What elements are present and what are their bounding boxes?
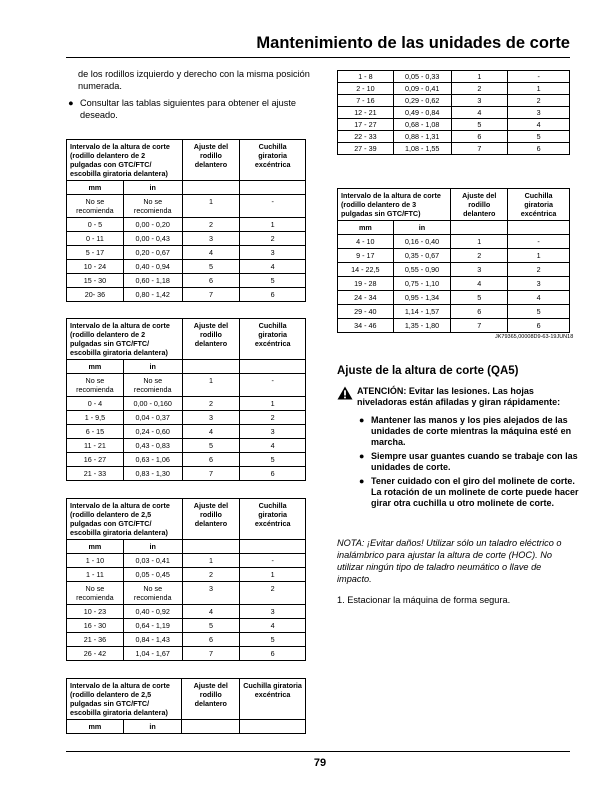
- table-cell: 5: [240, 274, 306, 288]
- table-cell: No se recomienda: [123, 582, 182, 605]
- table-cell: 0,84 - 1,43: [123, 633, 182, 647]
- intro-paragraph: de los rodillos izquierdo y derecho con la misma posición numerada.: [78, 69, 310, 91]
- unit-mm: mm: [67, 720, 124, 734]
- table-cell: 0,05 - 0,33: [393, 71, 451, 83]
- table-cell: 5: [508, 305, 570, 319]
- table-cell: 0,60 - 1,18: [123, 274, 182, 288]
- table-cell: 4: [508, 119, 570, 131]
- table-header-adjust: Ajuste del rodillo delantero: [182, 140, 240, 181]
- table-cell: 0,24 - 0,60: [123, 425, 182, 439]
- table-cell: 2: [508, 95, 570, 107]
- table-cell: 1: [240, 218, 306, 232]
- table-cell: 2: [451, 83, 508, 95]
- table-cell: 2: [182, 397, 240, 411]
- table-cell: 0,29 - 0,62: [393, 95, 451, 107]
- table-cell: 1: [240, 568, 306, 582]
- table-cell: 0,80 - 1,42: [123, 288, 182, 302]
- table-cell: 7: [451, 143, 508, 155]
- table-cell: 0,40 - 0,92: [123, 605, 182, 619]
- table-cell: 5: [240, 453, 306, 467]
- table-cell: 3: [240, 605, 306, 619]
- page-title: Mantenimiento de las unidades de corte: [256, 34, 570, 52]
- table-cell: 4: [508, 291, 570, 305]
- reference-code: JK79365,00008D9-63-19JUN18: [495, 334, 574, 340]
- table-cell: 3: [508, 107, 570, 119]
- table-cell: 3: [240, 246, 306, 260]
- table-cell: 6: [451, 305, 508, 319]
- table-cell: No se recomienda: [67, 374, 124, 397]
- table-cell: 24 - 34: [338, 291, 394, 305]
- hoc-table-2-5in-without-gtc-continued: [337, 70, 570, 155]
- table-cell: 1: [182, 554, 240, 568]
- table-cell: 12 - 21: [338, 107, 394, 119]
- table-cell: 0,43 - 0,83: [123, 439, 182, 453]
- footer-rule: [66, 751, 570, 752]
- table-cell: 1: [240, 397, 306, 411]
- table-cell: 7: [182, 467, 240, 481]
- table-cell: 0,16 - 0,40: [393, 235, 451, 249]
- intro-bullet-text: Consultar las tablas siguientes para obtener el ajuste deseado.: [80, 98, 297, 120]
- table-cell: 6: [451, 131, 508, 143]
- table-cell: 2 - 10: [338, 83, 394, 95]
- table-cell: 2: [182, 218, 240, 232]
- table-cell: 2: [240, 582, 306, 605]
- table-cell: -: [240, 195, 306, 218]
- table-cell: 1: [508, 83, 570, 95]
- table-cell: 1 - 9,5: [67, 411, 124, 425]
- table-cell: 1: [182, 195, 240, 218]
- table-cell: 9 - 17: [338, 249, 394, 263]
- table-cell: 0,49 - 0,84: [393, 107, 451, 119]
- table-cell: 16 - 30: [67, 619, 124, 633]
- table-cell: 5: [240, 633, 306, 647]
- table-cell: 6 - 15: [67, 425, 124, 439]
- table-cell: 0,00 - 0,160: [123, 397, 182, 411]
- table-cell: 14 - 22,5: [338, 263, 394, 277]
- unit-mm: mm: [67, 181, 124, 195]
- table-header-blade: Cuchilla giratoria excéntrica: [240, 499, 306, 540]
- unit-in: in: [123, 181, 182, 195]
- table-cell: 5: [451, 291, 508, 305]
- table-cell: 1,08 - 1,55: [393, 143, 451, 155]
- table-cell: -: [240, 374, 306, 397]
- unit-mm: mm: [67, 360, 124, 374]
- table-cell: 3: [451, 263, 508, 277]
- unit-in: in: [123, 540, 182, 554]
- table-header-adjust: Ajuste del rodillo delantero: [182, 499, 240, 540]
- table-header-blade: Cuchilla giratoria excéntrica: [240, 140, 306, 181]
- table-cell: 7 - 16: [338, 95, 394, 107]
- table-cell: 4: [451, 107, 508, 119]
- table-cell: 27 - 39: [338, 143, 394, 155]
- page-number: 79: [313, 757, 327, 769]
- table-cell: No se recomienda: [123, 195, 182, 218]
- unit-mm: mm: [67, 540, 124, 554]
- note-text: NOTA: ¡Evitar daños! Utilizar sólo un taladro eléctrico o inalámbrico para ajustar la altura de corte (HOC). No utilizar ningún tipo de taladro neumático o llave de impacto.: [337, 538, 562, 584]
- table-cell: 0,83 - 1,30: [123, 467, 182, 481]
- table-header-range: Intervalo de la altura de corte (rodillo delantero de 2 pulgadas sin GTC/FTC/ escobilla giratoria delantera): [67, 319, 183, 360]
- table-cell: 6: [240, 467, 306, 481]
- table-cell: 0 - 11: [67, 232, 124, 246]
- hoc-table-2in-with-gtc: [66, 139, 306, 302]
- table-cell: 20- 36: [67, 288, 124, 302]
- table-cell: 0,40 - 0,94: [123, 260, 182, 274]
- table-cell: No se recomienda: [123, 374, 182, 397]
- section-heading: Ajuste de la altura de corte (QA5): [337, 365, 519, 377]
- table-cell: 4: [182, 425, 240, 439]
- table-cell: 5: [182, 439, 240, 453]
- intro-bullet: [66, 97, 326, 121]
- table-header-adjust: Ajuste del rodillo delantero: [182, 679, 240, 720]
- table-cell: 4 - 10: [338, 235, 394, 249]
- table-cell: 2: [240, 232, 306, 246]
- table-cell: 1: [182, 374, 240, 397]
- table-cell: -: [508, 235, 570, 249]
- table-cell: 0,04 - 0,37: [123, 411, 182, 425]
- table-cell: 3: [182, 582, 240, 605]
- table-cell: 2: [451, 249, 508, 263]
- table-cell: 2: [182, 568, 240, 582]
- table-cell: 22 - 33: [338, 131, 394, 143]
- table-cell: 0,09 - 0,41: [393, 83, 451, 95]
- table-header-range: Intervalo de la altura de corte (rodillo delantero de 3 pulgadas sin GTC/FTC): [338, 189, 451, 221]
- table-header-blade: Cuchilla giratoria excéntrica: [240, 679, 306, 720]
- table-cell: 0,88 - 1,31: [393, 131, 451, 143]
- table-cell: 1: [451, 235, 508, 249]
- warning-title: ATENCIÓN: Evitar las lesiones. Las hojas niveladoras están afiladas y giran rápidamente:: [357, 386, 561, 408]
- table-cell: 7: [451, 319, 508, 333]
- table-cell: 1: [451, 71, 508, 83]
- table-header-range: Intervalo de la altura de corte (rodillo delantero de 2,5 pulgadas con GTC/FTC/ escobilla giratoria delantera): [67, 499, 183, 540]
- unit-in: in: [123, 360, 182, 374]
- table-header-adjust: Ajuste del rodillo delantero: [451, 189, 508, 221]
- table-cell: 5: [182, 260, 240, 274]
- table-cell: 10 - 24: [67, 260, 124, 274]
- table-cell: 5: [451, 119, 508, 131]
- warning-bullet-text: Mantener las manos y los pies alejados de las unidades de corte mientras la máquina esté en marcha.: [371, 415, 572, 448]
- table-cell: 1,35 - 1,80: [393, 319, 451, 333]
- table-cell: 15 - 30: [67, 274, 124, 288]
- table-cell: 6: [182, 453, 240, 467]
- table-cell: 4: [182, 246, 240, 260]
- header-rule: [66, 57, 570, 58]
- warning-triangle-icon: [337, 386, 353, 400]
- table-cell: 0,63 - 1,06: [123, 453, 182, 467]
- warning-bullet: [357, 451, 585, 473]
- table-cell: 21 - 33: [67, 467, 124, 481]
- table-cell: 7: [182, 288, 240, 302]
- table-cell: 11 - 21: [67, 439, 124, 453]
- table-cell: 1 - 11: [67, 568, 124, 582]
- bullet-dot: ●: [359, 451, 365, 461]
- table-cell: 6: [182, 274, 240, 288]
- table-cell: 3: [451, 95, 508, 107]
- table-header-range: Intervalo de la altura de corte (rodillo delantero de 2 pulgadas con GTC/FTC/ escobilla giratoria delantera): [67, 140, 183, 181]
- table-cell: 16 - 27: [67, 453, 124, 467]
- warning-bullet-text: Siempre usar guantes cuando se trabaje con las unidades de corte.: [371, 451, 578, 473]
- table-cell: 5 - 17: [67, 246, 124, 260]
- bullet-dot: ●: [359, 415, 365, 425]
- table-cell: 0,03 - 0,41: [123, 554, 182, 568]
- hoc-table-2in-without-gtc: [66, 318, 306, 481]
- unit-in: in: [123, 720, 182, 734]
- unit-mm: mm: [338, 221, 394, 235]
- table-cell: 0,95 - 1,34: [393, 291, 451, 305]
- table-cell: -: [240, 554, 306, 568]
- bullet-dot: ●: [68, 98, 74, 108]
- table-cell: 4: [182, 605, 240, 619]
- table-cell: 6: [240, 647, 306, 661]
- bullet-dot: ●: [359, 476, 365, 486]
- table-cell: 7: [182, 647, 240, 661]
- table-cell: 4: [240, 619, 306, 633]
- table-cell: 6: [508, 143, 570, 155]
- warning-bullet: [357, 476, 585, 510]
- table-cell: 0,20 - 0,67: [123, 246, 182, 260]
- unit-in: in: [393, 221, 451, 235]
- table-cell: 19 - 28: [338, 277, 394, 291]
- step-1: 1. Estacionar la máquina de forma segura.: [337, 595, 511, 605]
- hoc-table-2-5in-with-gtc: [66, 498, 306, 661]
- table-cell: 0 - 5: [67, 218, 124, 232]
- table-cell: 6: [182, 633, 240, 647]
- hoc-table-2-5in-without-gtc: [66, 678, 306, 734]
- table-cell: 29 - 40: [338, 305, 394, 319]
- warning-bullet: [357, 415, 585, 449]
- table-cell: 0,75 - 1,10: [393, 277, 451, 291]
- table-cell: 34 - 46: [338, 319, 394, 333]
- table-cell: 3: [182, 411, 240, 425]
- table-cell: 3: [240, 425, 306, 439]
- table-cell: No se recomienda: [67, 582, 124, 605]
- table-cell: 0,00 - 0,43: [123, 232, 182, 246]
- table-cell: 4: [240, 260, 306, 274]
- table-cell: 0,00 - 0,20: [123, 218, 182, 232]
- table-cell: 6: [508, 319, 570, 333]
- table-cell: 5: [182, 619, 240, 633]
- table-cell: 1,14 - 1,57: [393, 305, 451, 319]
- table-cell: 1: [508, 249, 570, 263]
- table-header-range: Intervalo de la altura de corte (rodillo delantero de 2,5 pulgadas sin GTC/FTC/ escobilla giratoria delantera): [67, 679, 182, 720]
- table-cell: 0,64 - 1,19: [123, 619, 182, 633]
- table-cell: 0,05 - 0,45: [123, 568, 182, 582]
- table-cell: 10 - 23: [67, 605, 124, 619]
- table-cell: 26 - 42: [67, 647, 124, 661]
- table-header-blade: Cuchilla giratoria excéntrica: [508, 189, 570, 221]
- table-cell: 0 - 4: [67, 397, 124, 411]
- table-cell: 0,68 - 1,08: [393, 119, 451, 131]
- table-cell: 0,35 - 0,67: [393, 249, 451, 263]
- table-cell: 4: [240, 439, 306, 453]
- hoc-table-3in-without-gtc: [337, 188, 570, 333]
- table-cell: 1 - 8: [338, 71, 394, 83]
- warning-bullet-text: Tener cuidado con el giro del molinete de corte. La rotación de un molinete de corte puede hacer girar otra cuchilla u otro molinete de corte.: [371, 476, 579, 509]
- table-cell: 17 - 27: [338, 119, 394, 131]
- table-cell: 0,55 - 0,90: [393, 263, 451, 277]
- table-cell: 21 - 36: [67, 633, 124, 647]
- table-cell: 6: [240, 288, 306, 302]
- table-cell: 3: [182, 232, 240, 246]
- table-cell: 3: [508, 277, 570, 291]
- table-cell: 5: [508, 131, 570, 143]
- table-cell: 2: [240, 411, 306, 425]
- table-cell: 1,04 - 1,67: [123, 647, 182, 661]
- table-cell: 1 - 10: [67, 554, 124, 568]
- table-cell: -: [508, 71, 570, 83]
- table-cell: 4: [451, 277, 508, 291]
- table-header-adjust: Ajuste del rodillo delantero: [182, 319, 240, 360]
- table-header-blade: Cuchilla giratoria excéntrica: [240, 319, 306, 360]
- table-cell: No se recomienda: [67, 195, 124, 218]
- table-cell: 2: [508, 263, 570, 277]
